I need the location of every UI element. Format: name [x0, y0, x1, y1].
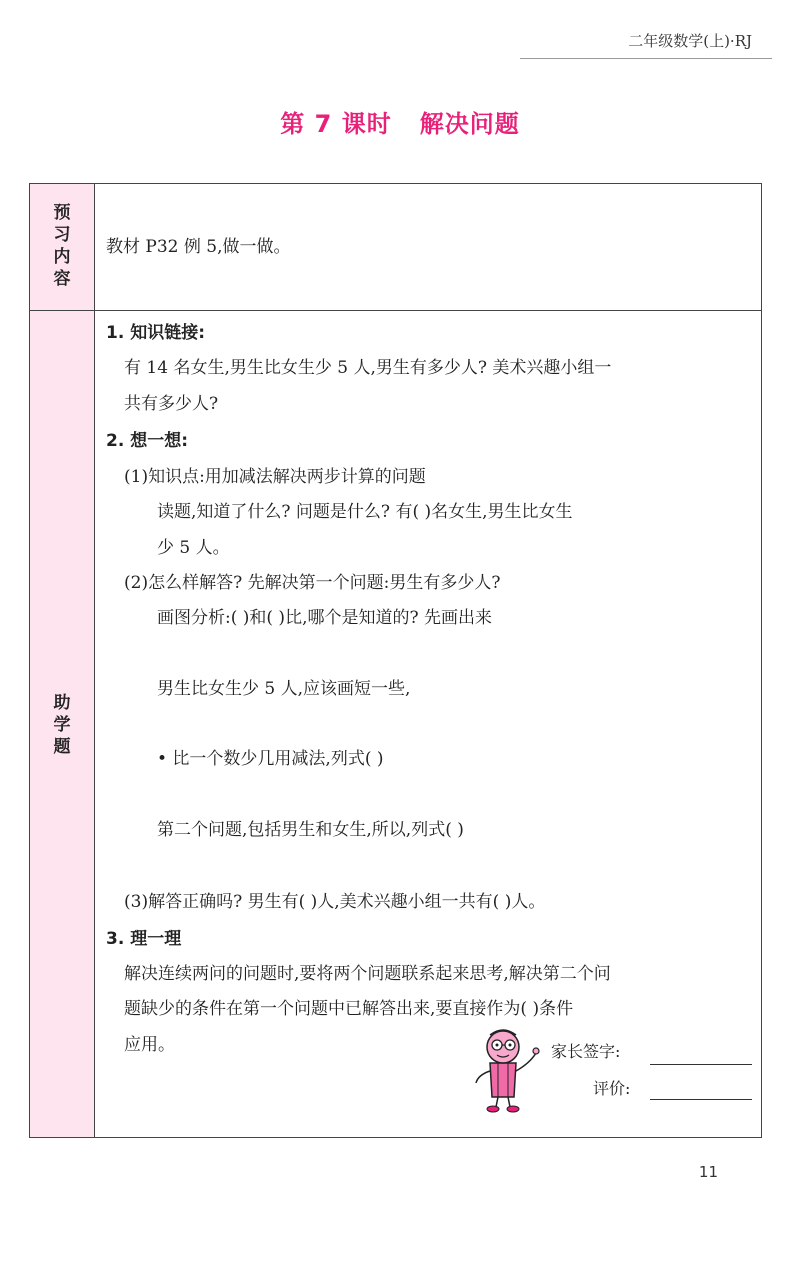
evaluation-line[interactable]	[650, 1098, 752, 1100]
label-column	[30, 184, 95, 1137]
evaluation-label: 评价:	[593, 1079, 631, 1098]
worksheet-table	[29, 183, 762, 1138]
row-divider	[30, 310, 761, 311]
section2-part1-line2: 少 5 人。	[157, 538, 230, 558]
page-number: 11	[698, 1163, 718, 1181]
parent-sign-label: 家长签字:	[551, 1042, 621, 1061]
section3-line1: 解决连续两问的问题时,要将两个问题联系起来思考,解决第二个问	[124, 964, 611, 984]
pencil-mascot-icon	[468, 1023, 548, 1113]
header-rule	[520, 58, 772, 59]
preview-label: 预 习 内 容	[53, 203, 71, 289]
section2-part3: (3)解答正确吗? 男生有( )人,美术兴趣小组一共有( )人。	[124, 892, 546, 912]
lesson-number: 第 7 课时	[280, 110, 392, 138]
section1-line2: 共有多少人?	[124, 394, 219, 414]
section3-line3: 应用。	[124, 1035, 175, 1055]
section2-part1: (1)知识点:用加减法解决两步计算的问题	[124, 467, 426, 487]
page-title	[0, 104, 800, 139]
section1-line1: 有 14 名女生,男生比女生少 5 人,男生有多少人? 美术兴趣小组一	[124, 358, 612, 378]
preview-content: 教材 P32 例 5,做一做。	[106, 237, 291, 257]
section2-part1-line1: 读题,知道了什么? 问题是什么? 有( )名女生,男生比女生	[157, 502, 573, 522]
section2-part2: (2)怎么样解答? 先解决第一个问题:男生有多少人?	[124, 573, 501, 593]
lesson-topic: 解决问题	[419, 110, 520, 138]
section3-line2: 题缺少的条件在第一个问题中已解答出来,要直接作为( )条件	[124, 999, 574, 1019]
section2-part2-bullet: • 比一个数少几用减法,列式( )	[157, 749, 384, 769]
help-label: 助 学 题	[53, 693, 71, 757]
section2-part2-line1: 画图分析:( )和( )比,哪个是知道的? 先画出来	[157, 608, 492, 628]
section2-heading: 2. 想一想:	[106, 431, 189, 451]
section2-part2-line2: 男生比女生少 5 人,应该画短一些,	[157, 679, 411, 699]
header-book: 二年级数学(上)·RJ	[628, 32, 752, 50]
parent-sign-line[interactable]	[650, 1063, 752, 1065]
section1-heading: 1. 知识链接:	[106, 323, 206, 343]
section2-part2-line3: 第二个问题,包括男生和女生,所以,列式( )	[157, 820, 464, 840]
section3-heading: 3. 理一理	[106, 929, 182, 949]
